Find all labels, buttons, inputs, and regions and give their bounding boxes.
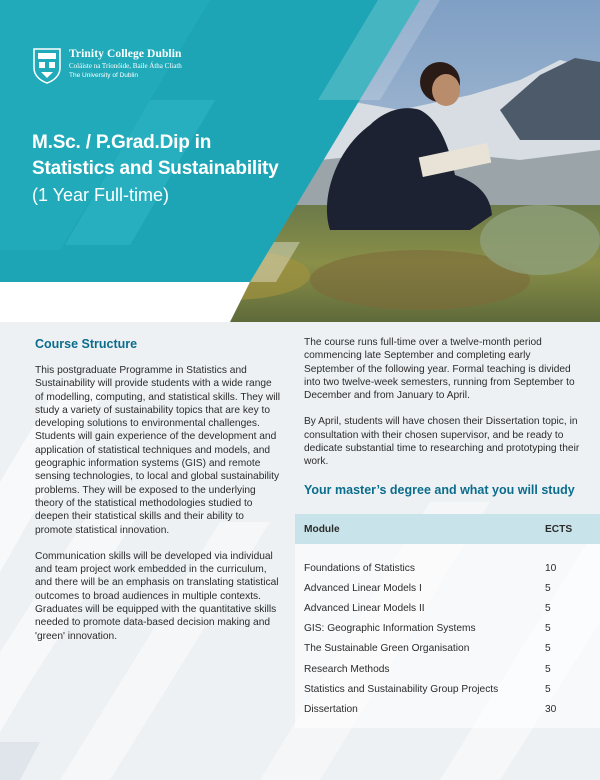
table-row xyxy=(295,659,600,679)
course-details-paragraph-2: By April, students will have chosen their Dissertation topic, in consultation with their chosen supervisor, and be ready to dedicate substantial time to researching and prototyping their work. xyxy=(304,416,580,468)
module-ects: 30 xyxy=(545,703,557,715)
module-name: Advanced Linear Models II xyxy=(304,602,425,614)
course-details-column xyxy=(304,336,580,498)
module-ects: 5 xyxy=(545,582,551,594)
header-ects: ECTS xyxy=(545,523,573,535)
page-title xyxy=(32,130,279,207)
module-ects: 5 xyxy=(545,643,551,655)
table-row xyxy=(295,558,600,578)
module-name: Statistics and Sustainability Group Projects xyxy=(304,683,499,695)
module-name: Dissertation xyxy=(304,703,358,715)
table-row xyxy=(295,639,600,659)
table-row xyxy=(295,578,600,598)
module-ects: 10 xyxy=(545,562,557,574)
module-ects: 5 xyxy=(545,623,551,635)
course-structure-paragraph-1: This postgraduate Programme in Statistics and Sustainability will provide students with a wide range of modelling, computing, and statistical skills. They will study a variety of sustainability topics that are key to developing solutions to environmental challenges. Students will gain experience of the development and application of statistical techniques and models, and geographic information systems (GIS) and remote sensing technologies, to local and global sustainability problems. They will be exposed to the underlying theory of the statistical methodologies studied to deepen their statistical skills and their ability to promote statistical innovation. xyxy=(35,365,280,536)
course-structure-paragraph-2: Communication skills will be developed via individual and team project work embedded in the curriculum, and there will be an emphasis on translating statistical outcomes to broad audiences in multiple contexts. Graduates will be equipped with the quantitative skills needed to promote data-based decision making and 'green' innovation. xyxy=(35,550,279,642)
module-name: Foundations of Statistics xyxy=(304,562,415,574)
table-header xyxy=(295,514,600,544)
module-name: Advanced Linear Models I xyxy=(304,582,422,594)
module-name: Research Methods xyxy=(304,663,390,675)
table-row xyxy=(295,699,600,719)
crest-icon xyxy=(33,48,61,84)
logo-irish: Coláiste na Tríonóide, Baile Átha Cliath xyxy=(69,62,182,70)
module-ects: 5 xyxy=(545,602,551,614)
title-line-2: Statistics and Sustainability xyxy=(32,158,279,179)
trinity-logo[interactable] xyxy=(33,48,182,84)
hero-banner xyxy=(0,0,600,322)
module-name: GIS: Geographic Information Systems xyxy=(304,623,476,635)
title-line-1: M.Sc. / P.Grad.Dip in xyxy=(32,132,212,153)
course-structure-column xyxy=(35,336,280,643)
title-subtitle: (1 Year Full-time) xyxy=(32,185,170,205)
module-table xyxy=(295,514,600,728)
table-row xyxy=(295,598,600,618)
degree-heading: Your master’s degree and what you will study xyxy=(304,482,575,497)
table-row xyxy=(295,679,600,699)
course-structure-heading: Course Structure xyxy=(35,337,138,351)
table-body xyxy=(295,544,600,728)
module-name: The Sustainable Green Organisation xyxy=(304,643,470,655)
logo-university: The University of Dublin xyxy=(69,72,138,79)
module-ects: 5 xyxy=(545,663,551,675)
course-details-paragraph-1: The course runs full-time over a twelve-month period commencing late September and completing early September of the following year. Formal teaching is divided into two twelve-week semesters, running from September to December and from January to April. xyxy=(304,337,575,402)
logo-name: Trinity College Dublin xyxy=(69,48,182,60)
module-ects: 5 xyxy=(545,683,551,695)
table-row xyxy=(295,619,600,639)
header-module: Module xyxy=(304,523,340,535)
